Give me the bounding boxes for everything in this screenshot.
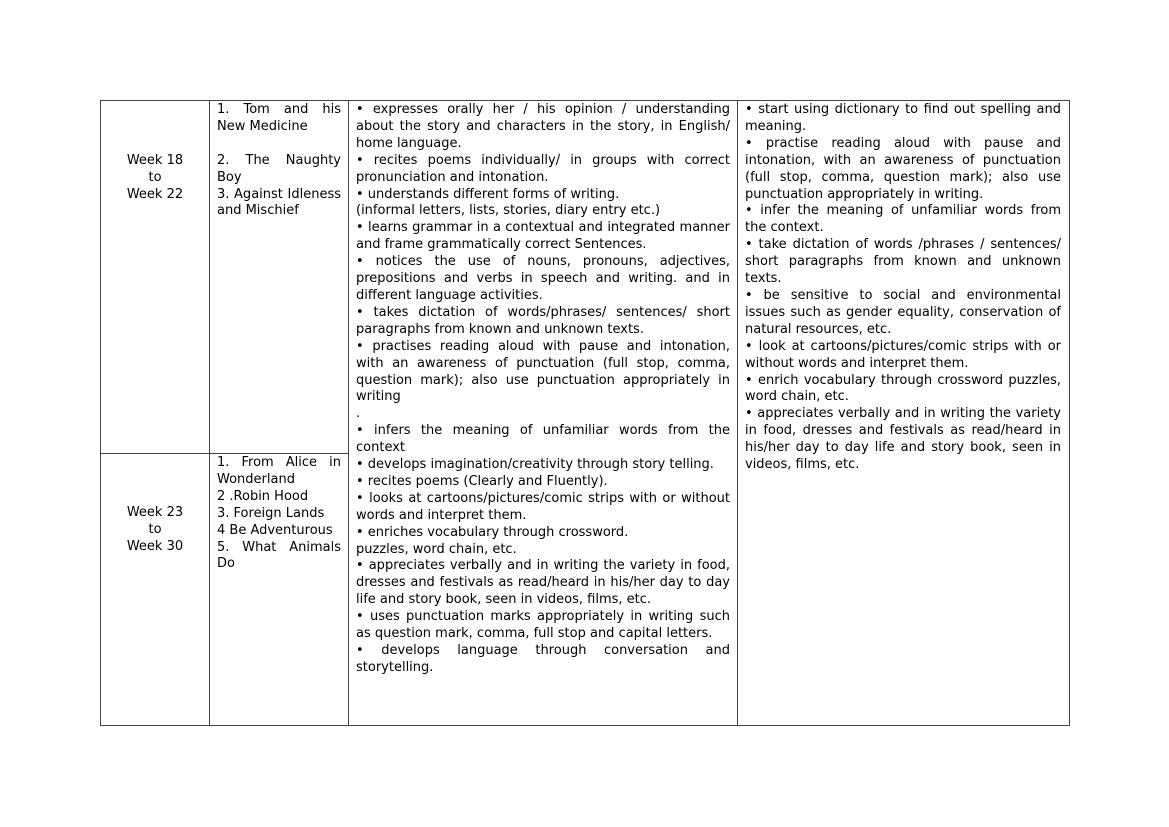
outcome-item: • notices the use of nouns, pronouns, adjectives, prepositions and verbs in speech and writing. and in different language activities.	[356, 254, 730, 303]
week-to: to	[148, 521, 162, 537]
outcome-item: • understands different forms of writing.	[356, 186, 620, 202]
lesson-item: 1. From Alice in Wonderland	[217, 455, 341, 487]
week-range-cell	[101, 153, 209, 204]
week-start: Week 23	[126, 505, 184, 520]
lesson-item: 3. Against Idleness and Mischief	[217, 186, 341, 219]
activity-item: • enrich vocabulary through crossword puzzles, word chain, etc.	[745, 372, 1061, 405]
lesson-item: 2. The Naughty Boy	[217, 152, 341, 185]
week-end: Week 30	[126, 538, 184, 554]
outcome-item: .	[356, 406, 361, 422]
outcome-item: • enriches vocabulary through crossword.	[356, 524, 629, 540]
outcome-item: • takes dictation of words/phrases/ sentences/ short paragraphs from known and unknown texts.	[356, 304, 730, 337]
activity-item: • take dictation of words /phrases / sentences/ short paragraphs from known and unknown texts.	[745, 237, 1061, 287]
week-start: Week 18	[126, 153, 184, 168]
outcome-item: • appreciates verbally and in writing the variety in food, dresses and festivals as read/heard in his/her day to day life and story book, seen in videos, films, etc.	[356, 558, 730, 608]
lesson-item: 4 Be Adventurous	[217, 522, 333, 538]
activity-item: • start using dictionary to find out spelling and meaning.	[745, 102, 1061, 134]
outcome-item: puzzles, word chain, etc.	[356, 541, 517, 557]
lesson-item: 3. Foreign Lands	[217, 505, 325, 521]
activities-cell	[745, 102, 1061, 474]
lessons-cell	[217, 455, 341, 573]
outcome-item: • uses punctuation marks appropriately in writing such as question mark, comma, full stop and capital letters.	[356, 609, 730, 642]
week-end: Week 22	[126, 186, 184, 202]
outcome-item: • develops language through conversation and storytelling.	[356, 643, 730, 675]
activity-item: • be sensitive to social and environmental issues such as gender equality, conservation of natural resources, etc.	[745, 287, 1061, 337]
outcome-item: • infers the meaning of unfamiliar words from the context	[356, 423, 730, 456]
learning-outcomes-cell	[356, 102, 730, 677]
row-divider	[101, 453, 348, 454]
outcome-item: • recites poems (Clearly and Fluently).	[356, 473, 608, 489]
week-to: to	[148, 169, 162, 185]
activity-item: • infer the meaning of unfamiliar words from the context.	[745, 203, 1061, 236]
activity-item: • practise reading aloud with pause and intonation, with an awareness of punctuation (full stop, comma, question mark); also use punctuation appropriately in writing.	[745, 135, 1061, 202]
week-range-cell	[101, 505, 209, 556]
outcome-item: • expresses orally her / his opinion / understanding about the story and characters in the story, in English/ home language.	[356, 102, 730, 151]
activity-item: • look at cartoons/pictures/comic strips with or without words and interpret them.	[745, 338, 1061, 371]
column-divider	[737, 101, 738, 725]
lessons-cell	[217, 102, 341, 220]
outcome-item: • practises reading aloud with pause and intonation, with an awareness of punctuation (full stop, comma, question mark); also use punctuation appropriately in writing	[356, 338, 730, 405]
column-divider	[209, 101, 210, 725]
lesson-item: 1. Tom and his New Medicine	[217, 102, 341, 134]
outcome-item: • develops imagination/creativity through story telling.	[356, 457, 714, 473]
lesson-item: 5. What Animals Do	[217, 539, 341, 572]
lesson-item: 2 .Robin Hood	[217, 488, 309, 504]
outcome-item: • looks at cartoons/pictures/comic strips with or without words and interpret them.	[356, 490, 730, 523]
syllabus-table	[100, 100, 1070, 726]
outcome-item: (informal letters, lists, stories, diary entry etc.)	[356, 203, 661, 219]
column-divider	[348, 101, 349, 725]
outcome-item: • learns grammar in a contextual and integrated manner and frame grammatically correct Sentences.	[356, 220, 730, 253]
outcome-item: • recites poems individually/ in groups with correct pronunciation and intonation.	[356, 152, 730, 185]
activity-item: • appreciates verbally and in writing the variety in food, dresses and festivals as read/heard in his/her day to day life and story book, seen in videos, films, etc.	[745, 406, 1061, 473]
